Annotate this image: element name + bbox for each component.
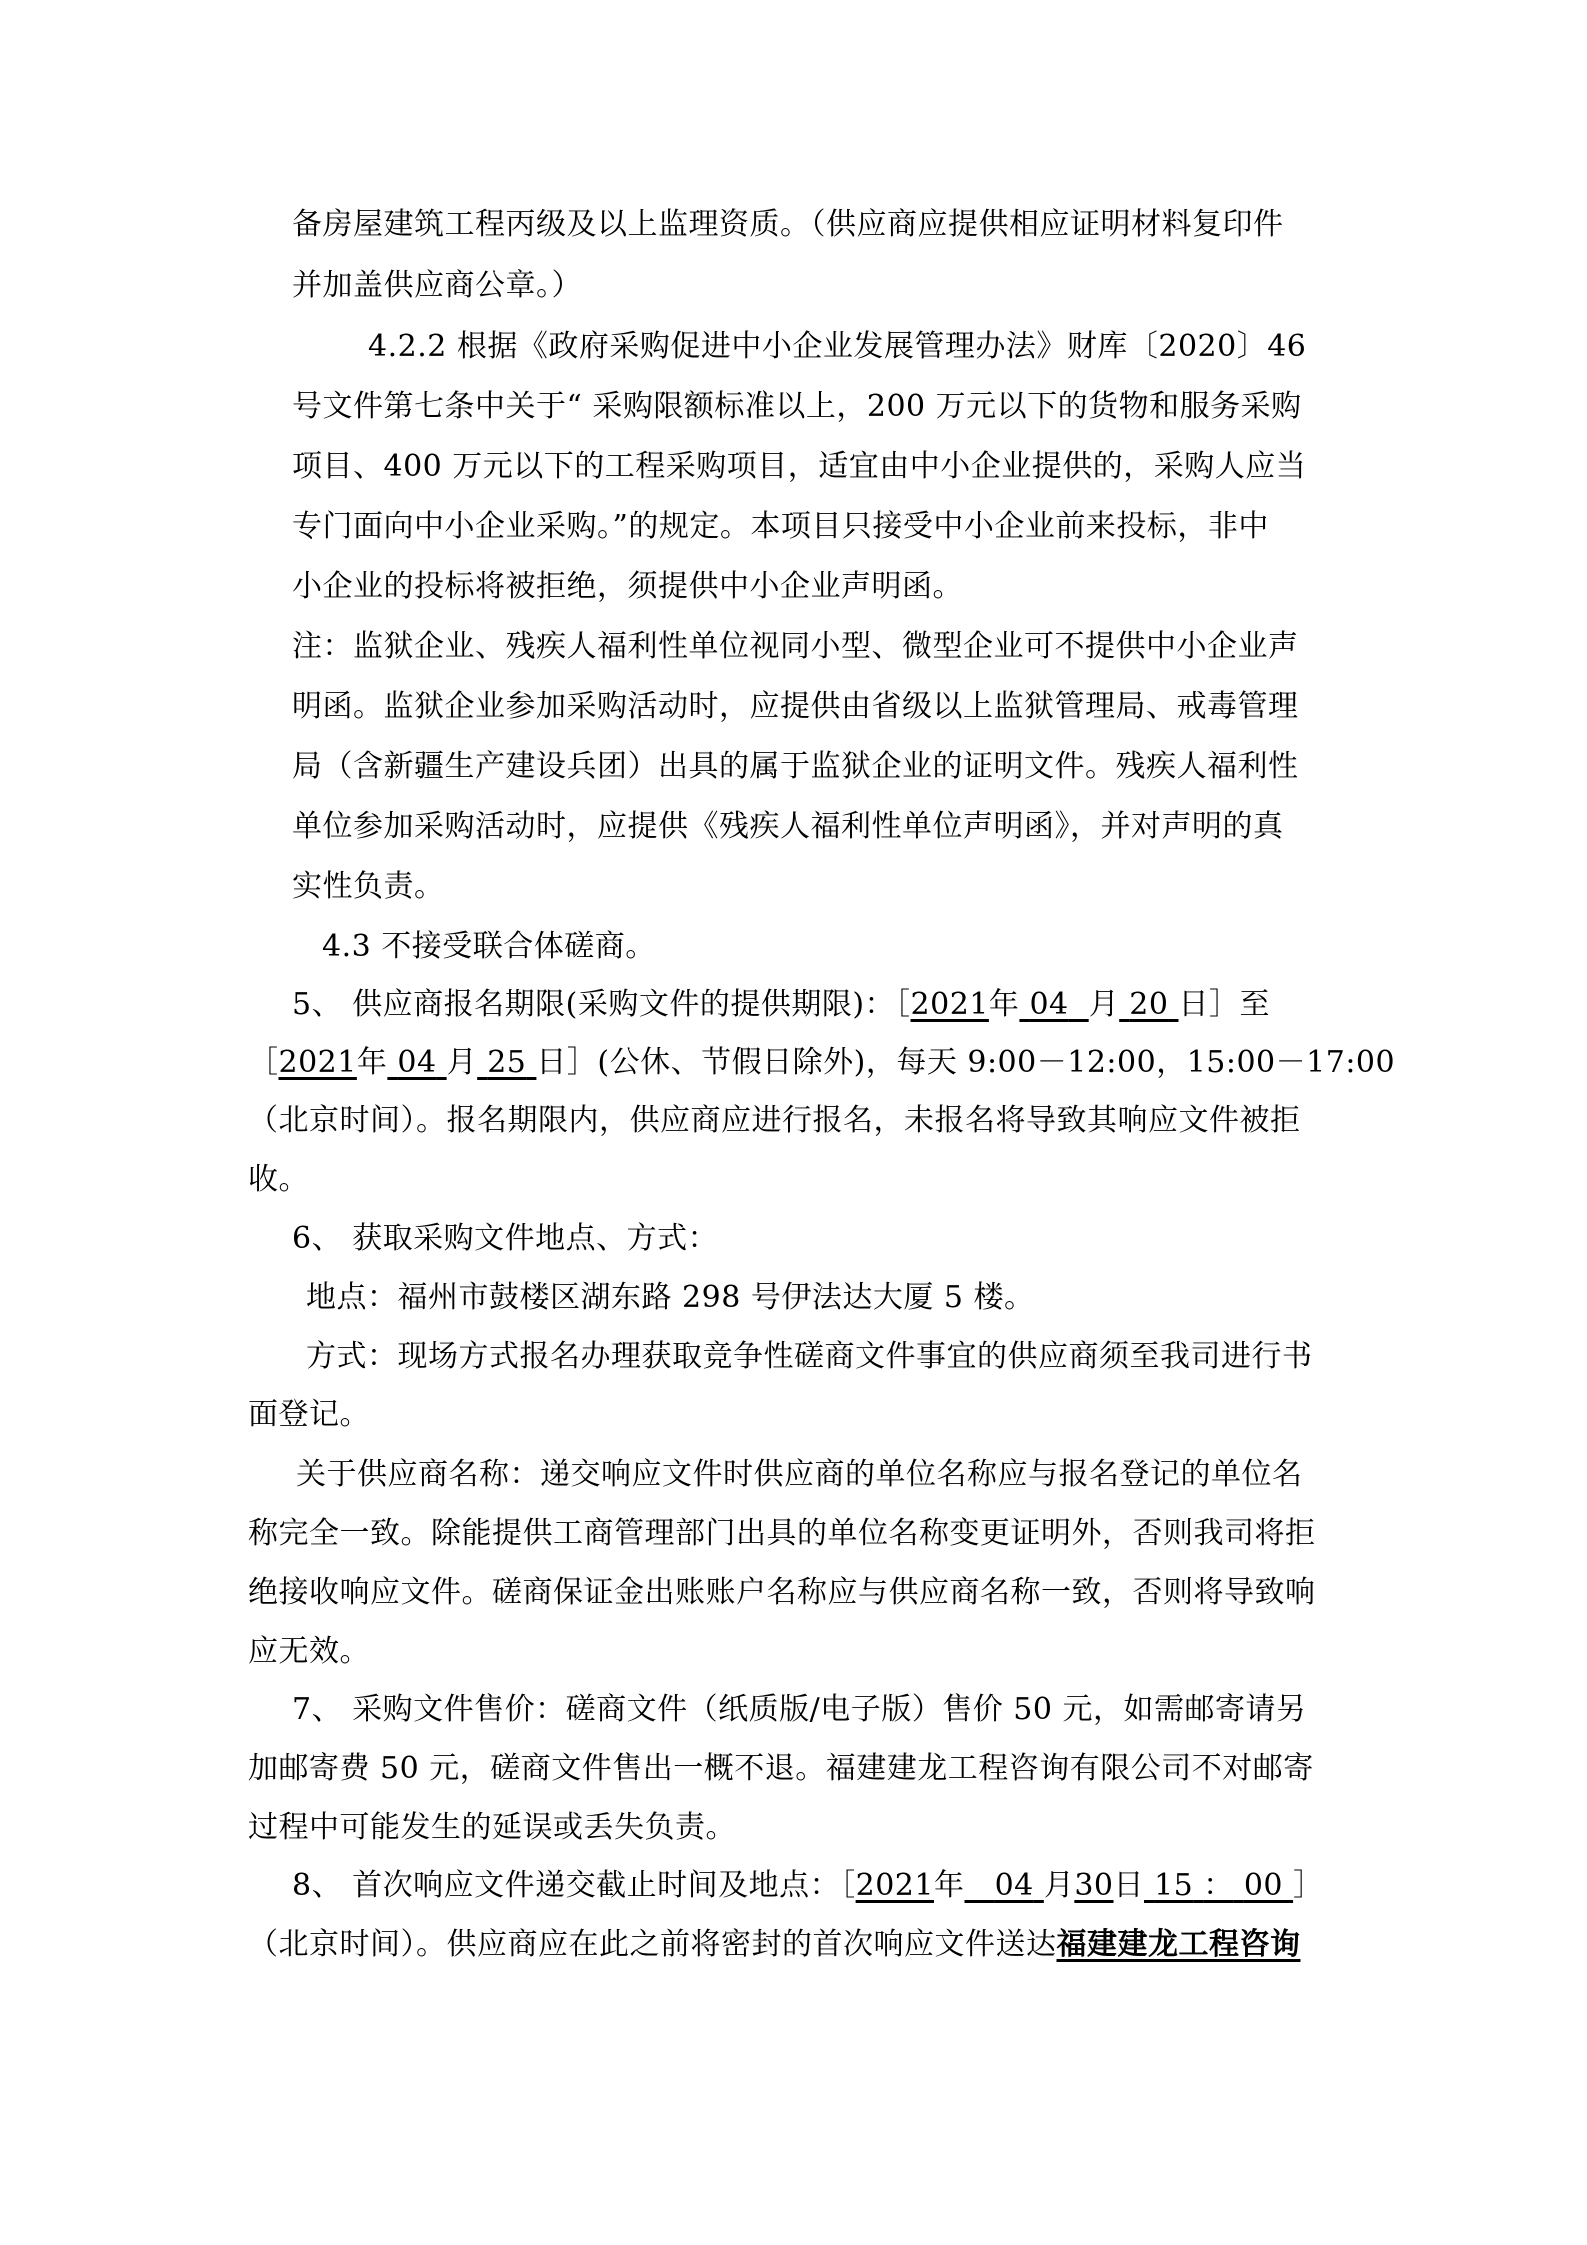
supplier-name-line-4: 应无效。 bbox=[248, 1634, 370, 1669]
start-year: 2021 bbox=[910, 987, 989, 1022]
year-char: 年 bbox=[988, 987, 1020, 1022]
deadline-hour: 15 bbox=[1154, 1868, 1194, 1903]
deadline-colon: ： bbox=[1203, 1868, 1234, 1903]
note-line-2: 明函。监狱企业参加采购活动时，应提供由省级以上监狱管理局、戒毒管理 bbox=[292, 689, 1299, 724]
deadline-day-char: 日 bbox=[1113, 1868, 1145, 1903]
clause-422-line-4: 专门面向中小企业采购。”的规定。本项目只接受中小企业前来投标，非中 bbox=[292, 509, 1269, 544]
clause-422-line-1: 4.2.2 根据《政府采购促进中小企业发展管理办法》财库〔2020〕46 bbox=[368, 329, 1307, 364]
qualification-line-1: 备房屋建筑工程丙级及以上监理资质。（供应商应提供相应证明材料复印件 bbox=[292, 207, 1284, 242]
month-char: 月 bbox=[1088, 987, 1120, 1022]
end-day: 25 bbox=[487, 1045, 527, 1080]
end-year: 2021 bbox=[278, 1045, 357, 1080]
note-line-1: 注：监狱企业、残疾人福利性单位视同小型、微型企业可不提供中小企业声 bbox=[292, 629, 1299, 664]
section-7-line-2: 加邮寄费 50 元，磋商文件售出一概不退。福建建龙工程咨询有限公司不对邮寄 bbox=[248, 1751, 1314, 1786]
clause-422-line-2: 号文件第七条中关于“ 采购限额标准以上，200 万元以下的货物和服务采购 bbox=[292, 389, 1302, 424]
section-8-line-2-prefix: （北京时间）。供应商应在此之前将密封的首次响应文件送达 bbox=[248, 1927, 1057, 1962]
supplier-name-line-1: 关于供应商名称：递交响应文件时供应商的单位名称应与报名登记的单位名 bbox=[296, 1457, 1303, 1492]
deadline-day: 30 bbox=[1074, 1868, 1114, 1903]
deadline-month: 04 bbox=[994, 1868, 1034, 1903]
company-name-emphasis: 福建建龙工程咨询 bbox=[1056, 1927, 1301, 1962]
section-7-line-1: 7、 采购文件售价：磋商文件（纸质版/电子版）售价 50 元，如需邮寄请另 bbox=[292, 1692, 1307, 1727]
deadline-year-char: 年 bbox=[933, 1868, 965, 1903]
section-8-line-2 bbox=[248, 1925, 1301, 1965]
section-5-end-suffix: 日］(公休、节假日除外)，每天 9:00－12:00，15:00－17:00 bbox=[536, 1045, 1396, 1080]
note-line-5: 实性负责。 bbox=[292, 869, 445, 904]
section-7-line-3: 过程中可能发生的延误或丢失负责。 bbox=[248, 1810, 736, 1845]
month-char-2: 月 bbox=[446, 1045, 478, 1080]
clause-43: 4.3 不接受联合体磋商。 bbox=[322, 929, 656, 964]
year-char-2: 年 bbox=[356, 1045, 388, 1080]
section-6-method-line-1: 方式：现场方式报名办理获取竞争性磋商文件事宜的供应商须至我司进行书 bbox=[306, 1339, 1313, 1374]
section-5-line-2 bbox=[248, 1043, 1395, 1083]
deadline-minute: 00 bbox=[1243, 1868, 1284, 1903]
qualification-line-2: 并加盖供应商公章。） bbox=[292, 268, 582, 303]
section-8-line-1 bbox=[292, 1866, 1324, 1906]
section-8-prefix: 8、 首次响应文件递交截止时间及地点：［ bbox=[292, 1868, 856, 1903]
section-6-method-line-2: 面登记。 bbox=[248, 1397, 370, 1432]
day-char: 日］至 bbox=[1178, 987, 1270, 1022]
section-6-location: 地点：福州市鼓楼区湖东路 298 号伊法达大厦 5 楼。 bbox=[306, 1280, 1035, 1315]
section-5-line-1 bbox=[292, 985, 1270, 1025]
clause-422-line-3: 项目、400 万元以下的工程采购项目，适宜由中小企业提供的，采购人应当 bbox=[292, 449, 1307, 484]
bracket-close: ］ bbox=[1293, 1868, 1324, 1903]
section-5-prefix: 5、 供应商报名期限(采购文件的提供期限)：［ bbox=[292, 987, 911, 1022]
supplier-name-line-2: 称完全一致。除能提供工商管理部门出具的单位名称变更证明外，否则我司将拒 bbox=[248, 1516, 1316, 1551]
note-line-4: 单位参加采购活动时，应提供《残疾人福利性单位声明函》，并对声明的真 bbox=[292, 809, 1284, 844]
bracket-open: ［ bbox=[248, 1045, 279, 1080]
end-month: 04 bbox=[397, 1045, 437, 1080]
section-6-heading: 6、 获取采购文件地点、方式： bbox=[292, 1221, 719, 1256]
clause-422-line-5: 小企业的投标将被拒绝，须提供中小企业声明函。 bbox=[292, 569, 963, 604]
note-line-3: 局（含新疆生产建设兵团）出具的属于监狱企业的证明文件。残疾人福利性 bbox=[292, 749, 1299, 784]
deadline-month-char: 月 bbox=[1043, 1868, 1075, 1903]
start-day: 20 bbox=[1129, 987, 1169, 1022]
supplier-name-line-3: 绝接收响应文件。磋商保证金出账账户名称应与供应商名称一致，否则将导致响 bbox=[248, 1575, 1316, 1610]
deadline-year: 2021 bbox=[855, 1868, 934, 1903]
start-month: 04 bbox=[1029, 987, 1069, 1022]
section-5-line-4: 收。 bbox=[248, 1162, 309, 1197]
section-5-line-3: （北京时间）。报名期限内，供应商应进行报名，未报名将导致其响应文件被拒 bbox=[248, 1103, 1301, 1138]
